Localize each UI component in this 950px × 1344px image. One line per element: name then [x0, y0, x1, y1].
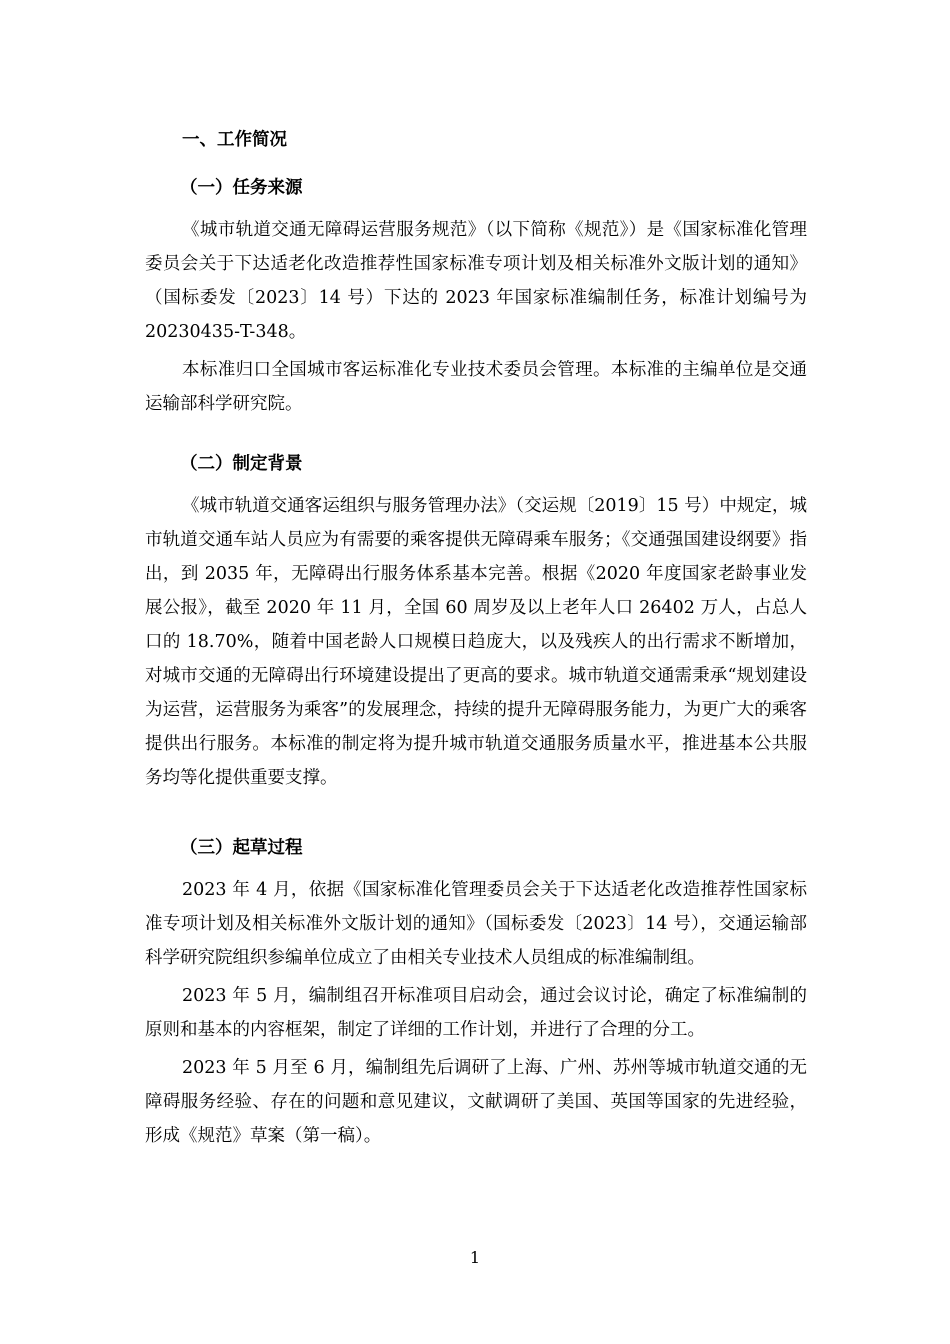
section-heading: 一、工作简况 [182, 130, 287, 150]
paragraph: 2023 年 5 月至 6 月，编制组先后调研了上海、广州、苏州等城市轨道交通的无障碍服务经验、存在的问题和意见建议，文献调研了美国、英国等国家的先进经验，形成《规范》草案（第一稿）。 [145, 1058, 807, 1146]
subsection-heading-background: （二）制定背景 [180, 454, 303, 474]
task-source-body [145, 213, 807, 421]
paragraph: 《城市轨道交通无障碍运营服务规范》（以下简称《规范》）是《国家标准化管理委员会关于下达适老化改造推荐性国家标准专项计划及相关标准外文版计划的通知》（国标委发〔2023〕14 号）下达的 2023 年国家标准编制任务，标准计划编号为 20230435-T-348。 [145, 220, 807, 342]
paragraph: 本标准归口全国城市客运标准化专业技术委员会管理。本标准的主编单位是交通运输部科学研究院。 [145, 360, 807, 414]
paragraph: 2023 年 5 月，编制组召开标准项目启动会，通过会议讨论，确定了标准编制的原则和基本的内容框架，制定了详细的工作计划，并进行了合理的分工。 [145, 986, 807, 1040]
drafting-process-body [145, 873, 807, 1153]
paragraph: 2023 年 4 月，依据《国家标准化管理委员会关于下达适老化改造推荐性国家标准专项计划及相关标准外文版计划的通知》（国标委发〔2023〕14 号），交通运输部科学研究院组织参编单位成立了由相关专业技术人员组成的标准编制组。 [145, 880, 807, 968]
paragraph: 《城市轨道交通客运组织与服务管理办法》（交运规〔2019〕15 号）中规定，城市轨道交通车站人员应为有需要的乘客提供无障碍乘车服务；《交通强国建设纲要》指出，到 2035 年，无障碍出行服务体系基本完善。根据《2020 年度国家老龄事业发展公报》，截至 2020 年 11 月，全国 60 周岁及以上老年人口 26402 万人，占总人口的 18.70%，随着中国老龄人口规模日趋庞大，以及残疾人的出行需求不断增加，对城市交通的无障碍出行环境建设提出了更高的要求。城市轨道交通需秉承“规划建设为运营，运营服务为乘客”的发展理念，持续的提升无障碍服务能力，为更广大的乘客提供出行服务。本标准的制定将为提升城市轨道交通服务质量水平，推进基本公共服务均等化提供重要支撑。 [145, 496, 807, 788]
background-body [145, 489, 807, 795]
subsection-heading-drafting-process: （三）起草过程 [180, 838, 303, 858]
page-number: 1 [469, 1248, 481, 1267]
subsection-heading-task-source: （一）任务来源 [180, 178, 303, 198]
